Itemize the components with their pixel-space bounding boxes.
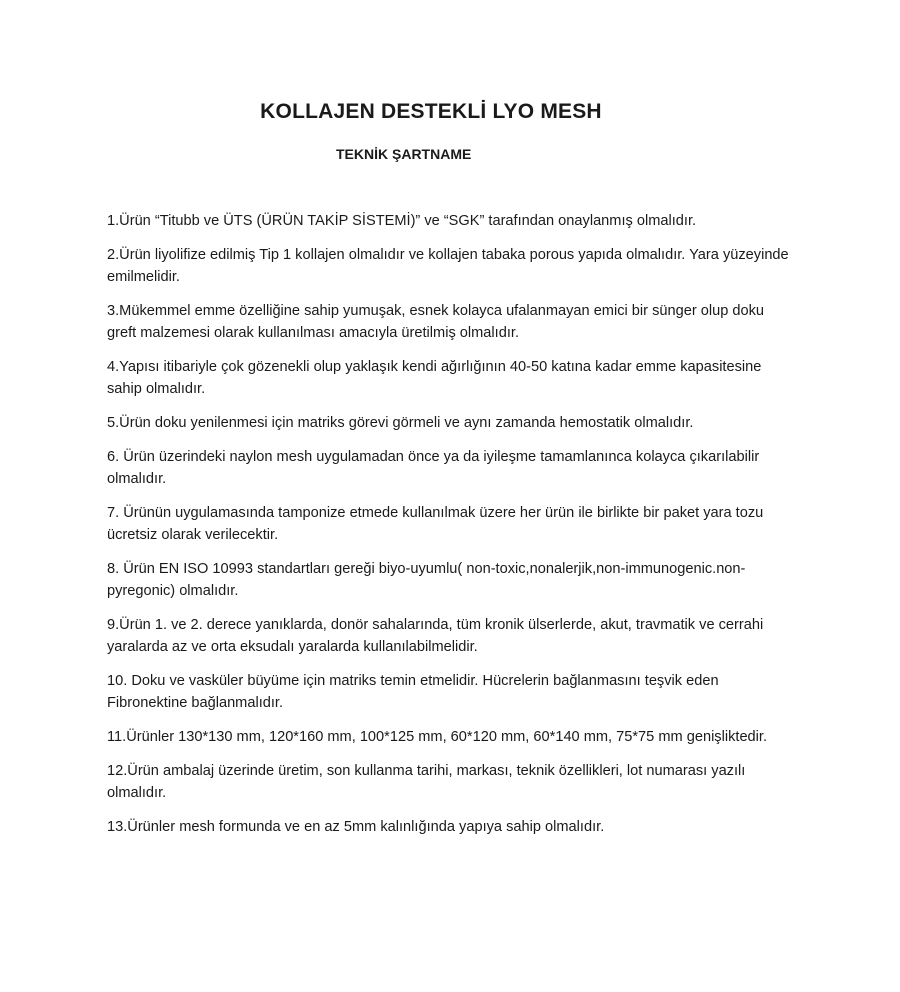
document-title: KOLLAJEN DESTEKLİ LYO MESH	[260, 100, 602, 123]
specification-item: 7. Ürünün uygulamasında tamponize etmede kullanılmak üzere her ürün ile birlikte bir paket yara tozu ücretsiz olarak verilecektir.	[107, 505, 764, 543]
specification-item: 1.Ürün “Titubb ve ÜTS (ÜRÜN TAKİP SİSTEMİ)” ve “SGK” tarafından onaylanmış olmalıdır.	[107, 213, 697, 229]
specification-item: 11.Ürünler 130*130 mm, 120*160 mm, 100*125 mm, 60*120 mm, 60*140 mm, 75*75 mm genişliktedir.	[107, 729, 768, 745]
specification-item: 10. Doku ve vasküler büyüme için matriks temin etmelidir. Hücrelerin bağlanmasını teşvik eden Fibronektine bağlanmalıdır.	[107, 673, 719, 711]
specification-item: 5.Ürün doku yenilenmesi için matriks görevi görmeli ve aynı zamanda hemostatik olmalıdır.	[107, 415, 694, 431]
specification-item: 13.Ürünler mesh formunda ve en az 5mm kalınlığında yapıya sahip olmalıdır.	[107, 819, 605, 835]
specification-list	[107, 210, 797, 850]
specification-item: 4.Yapısı itibariyle çok gözenekli olup yaklaşık kendi ağırlığının 40-50 katına kadar emme kapasitesine sahip olmalıdır.	[107, 359, 762, 397]
specification-item: 2.Ürün liyolifize edilmiş Tip 1 kollajen olmalıdır ve kollajen tabaka porous yapıda olmalıdır. Yara yüzeyinde emilmelidir.	[107, 247, 789, 285]
document-subtitle: TEKNİK ŞARTNAME	[336, 146, 472, 162]
specification-item: 8. Ürün EN ISO 10993 standartları gereği biyo-uyumlu( non-toxic,nonalerjik,non-immunogenic.non-pyregonic) olmalıdır.	[107, 561, 746, 599]
specification-item: 6. Ürün üzerindeki naylon mesh uygulamadan önce ya da iyileşme tamamlanınca kolayca çıkarılabilir olmalıdır.	[107, 449, 760, 487]
specification-item: 9.Ürün 1. ve 2. derece yanıklarda, donör sahalarında, tüm kronik ülserlerde, akut, travmatik ve cerrahi yaralarda az ve orta eksudalı yaralarda kullanılabilmelidir.	[107, 617, 764, 655]
specification-item: 12.Ürün ambalaj üzerinde üretim, son kullanma tarihi, markası, teknik özellikleri, lot numarası yazılı olmalıdır.	[107, 763, 746, 801]
specification-item: 3.Mükemmel emme özelliğine sahip yumuşak, esnek kolayca ufalanmayan emici bir sünger olup doku greft malzemesi olarak kullanılması amacıyla üretilmiş olmalıdır.	[107, 303, 765, 341]
